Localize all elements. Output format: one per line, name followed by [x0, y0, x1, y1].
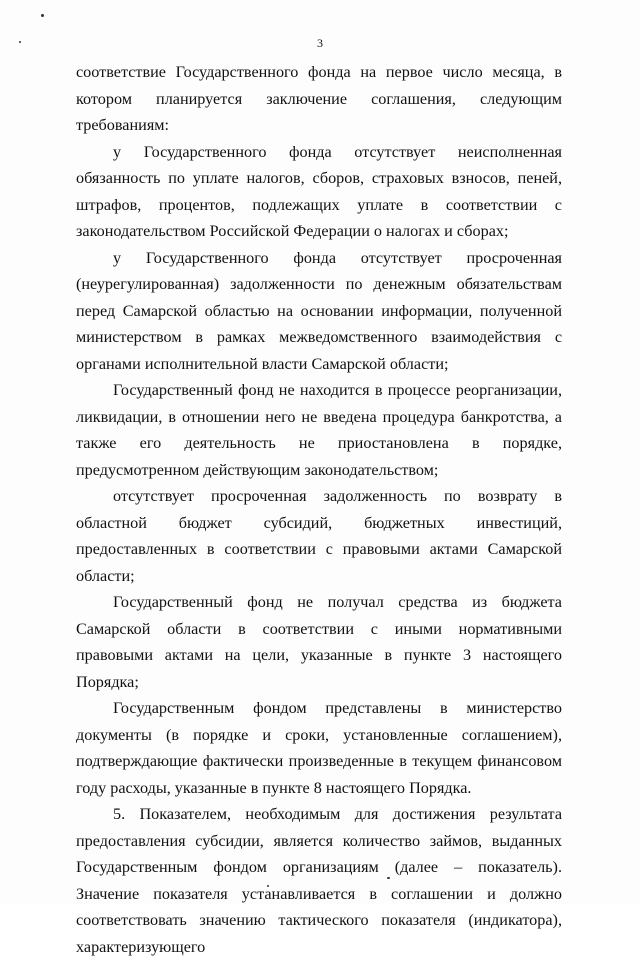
- paragraph: у Государственного фонда отсутствует неисполненная обязанность по уплате налогов, сборов, страховых взносов, пеней, штрафов, процентов, подлежащих уплате в соответствии с законодательством Российской Федерации о налогах и сборах;: [76, 142, 562, 240]
- page-number: 3: [317, 36, 323, 50]
- paragraph: Государственный фонд не находится в процессе реорганизации, ликвидации, в отношении него не введена процедура банкротства, а также его деятельность не приостановлена в порядке, предусмотренном действующим законодательством;: [76, 381, 562, 479]
- paragraph: 5. Показателем, необходимым для достижения результата предоставления субсидии, является количество займов, выданных Государственным фондом организациям (далее – показатель). Значение показателя устанавливается в соглашении и должно соответствовать значению тактического показателя (индикатора), характеризующего: [76, 805, 562, 956]
- paragraph: отсутствует просроченная задолженность по возврату в областной бюджет субсидий, бюджетных инвестиций, предоставленных в соответствии с правовыми актами Самарской области;: [76, 487, 562, 585]
- paragraph: у Государственного фонда отсутствует просроченная (неурегулированная) задолженности по денежным обязательствам перед Самарской областью на основании информации, полученной министерством в рамках межведомственного взаимодействия с органами исполнительной власти Самарской области;: [76, 248, 562, 373]
- paragraph: Государственным фондом представлены в министерство документы (в порядке и сроки, установленные соглашением), подтверждающие фактически произведенные в текущем финансовом году расходы, указанные в пункте 8 настоящего Порядка.: [76, 699, 562, 797]
- paragraph: соответствие Государственного фонда на первое число месяца, в котором планируется заключение соглашения, следующим требованиям:: [76, 63, 562, 134]
- document-body: [76, 59, 562, 960]
- scan-speck: [41, 14, 44, 17]
- paragraph: Государственный фонд не получал средства из бюджета Самарской области в соответствии с иными нормативными правовыми актами на цели, указанные в пункте 3 настоящего Порядка;: [76, 593, 562, 691]
